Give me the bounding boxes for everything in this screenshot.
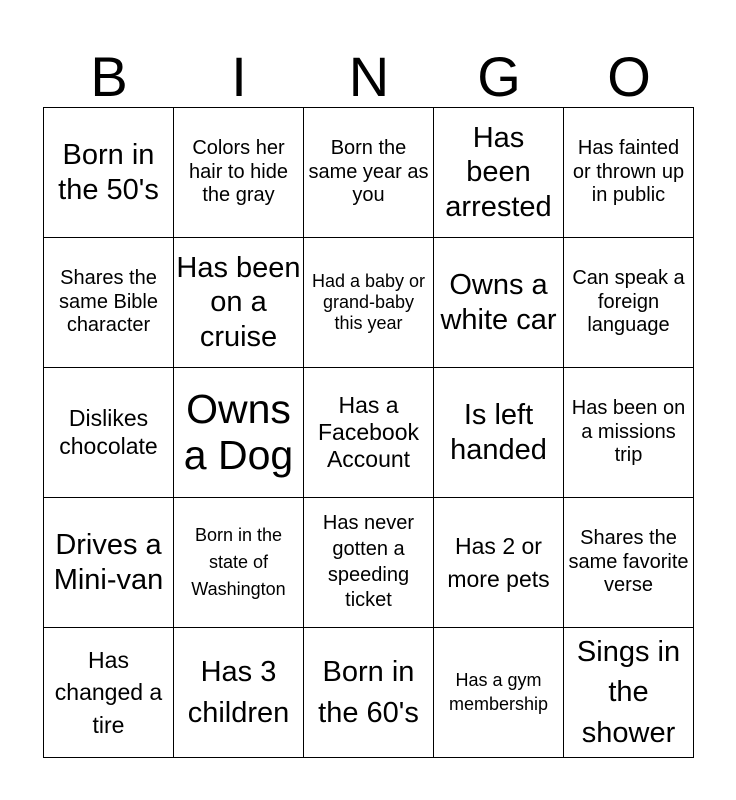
bingo-grid: [43, 107, 694, 758]
cell-text: Can speak a foreign language: [572, 267, 685, 337]
cell-text: Has never gotten a speeding ticket: [322, 512, 415, 612]
cell-text: Is left handed: [450, 399, 547, 466]
bingo-cell[interactable]: [44, 108, 174, 238]
bingo-cell[interactable]: [304, 628, 434, 758]
bingo-header: [44, 40, 694, 108]
bingo-cell[interactable]: [174, 498, 304, 628]
cell-text: Born in the 50's: [58, 139, 159, 206]
bingo-cell[interactable]: [44, 498, 174, 628]
bingo-cell[interactable]: [44, 628, 174, 758]
cell-text: Colors her hair to hide the gray: [189, 137, 288, 207]
cell-text: Shares the same favorite verse: [568, 527, 689, 597]
bingo-cell[interactable]: [434, 238, 564, 368]
bingo-cell[interactable]: [564, 628, 694, 758]
cell-text: Has changed a tire: [54, 647, 163, 738]
bingo-cell[interactable]: [434, 108, 564, 238]
bingo-cell[interactable]: [434, 368, 564, 498]
cell-text: Had a baby or grand-baby this year: [311, 270, 426, 334]
header-letter-i: I: [231, 45, 247, 108]
cell-text: Dislikes chocolate: [59, 405, 158, 459]
bingo-cell[interactable]: [564, 498, 694, 628]
bingo-cell[interactable]: [44, 368, 174, 498]
bingo-cell[interactable]: [434, 628, 564, 758]
cell-text: Has been on a missions trip: [571, 397, 686, 467]
cell-text: Has a Facebook Account: [317, 391, 419, 473]
bingo-cell[interactable]: [564, 108, 694, 238]
cell-text: Drives a Mini-van: [53, 529, 164, 596]
cell-text: Has fainted or thrown up in public: [572, 137, 685, 207]
cell-text: Has 3 children: [187, 656, 290, 729]
cell-text: Has been on a cruise: [176, 252, 301, 353]
bingo-cell[interactable]: [44, 238, 174, 368]
bingo-cell[interactable]: [304, 108, 434, 238]
bingo-cell[interactable]: [174, 108, 304, 238]
header-letter-b: B: [90, 45, 128, 108]
bingo-cell[interactable]: [304, 238, 434, 368]
bingo-cell[interactable]: [564, 368, 694, 498]
bingo-cell[interactable]: [564, 238, 694, 368]
cell-text: Has 2 or more pets: [447, 532, 550, 592]
cell-text: Born in the state of Washington: [191, 525, 286, 599]
header-letter-n: N: [348, 45, 390, 108]
header-letter-g: G: [477, 45, 521, 108]
cell-text: Shares the same Bible character: [59, 267, 158, 337]
bingo-cell[interactable]: [174, 238, 304, 368]
bingo-cell[interactable]: [174, 368, 304, 498]
cell-text: Has a gym membership: [448, 670, 549, 714]
cell-text: Owns a white car: [440, 269, 557, 336]
bingo-cell[interactable]: [304, 368, 434, 498]
bingo-cell[interactable]: [174, 628, 304, 758]
cell-text: Born the same year as you: [308, 137, 429, 207]
cell-text: Born in the 60's: [318, 655, 419, 729]
header-letter-o: O: [607, 45, 651, 108]
cell-text: Owns a Dog: [183, 385, 294, 478]
bingo-cell[interactable]: [304, 498, 434, 628]
bingo-cell[interactable]: [434, 498, 564, 628]
cell-text: Has been arrested: [445, 122, 552, 223]
cell-text: Sings in the shower: [576, 635, 681, 749]
